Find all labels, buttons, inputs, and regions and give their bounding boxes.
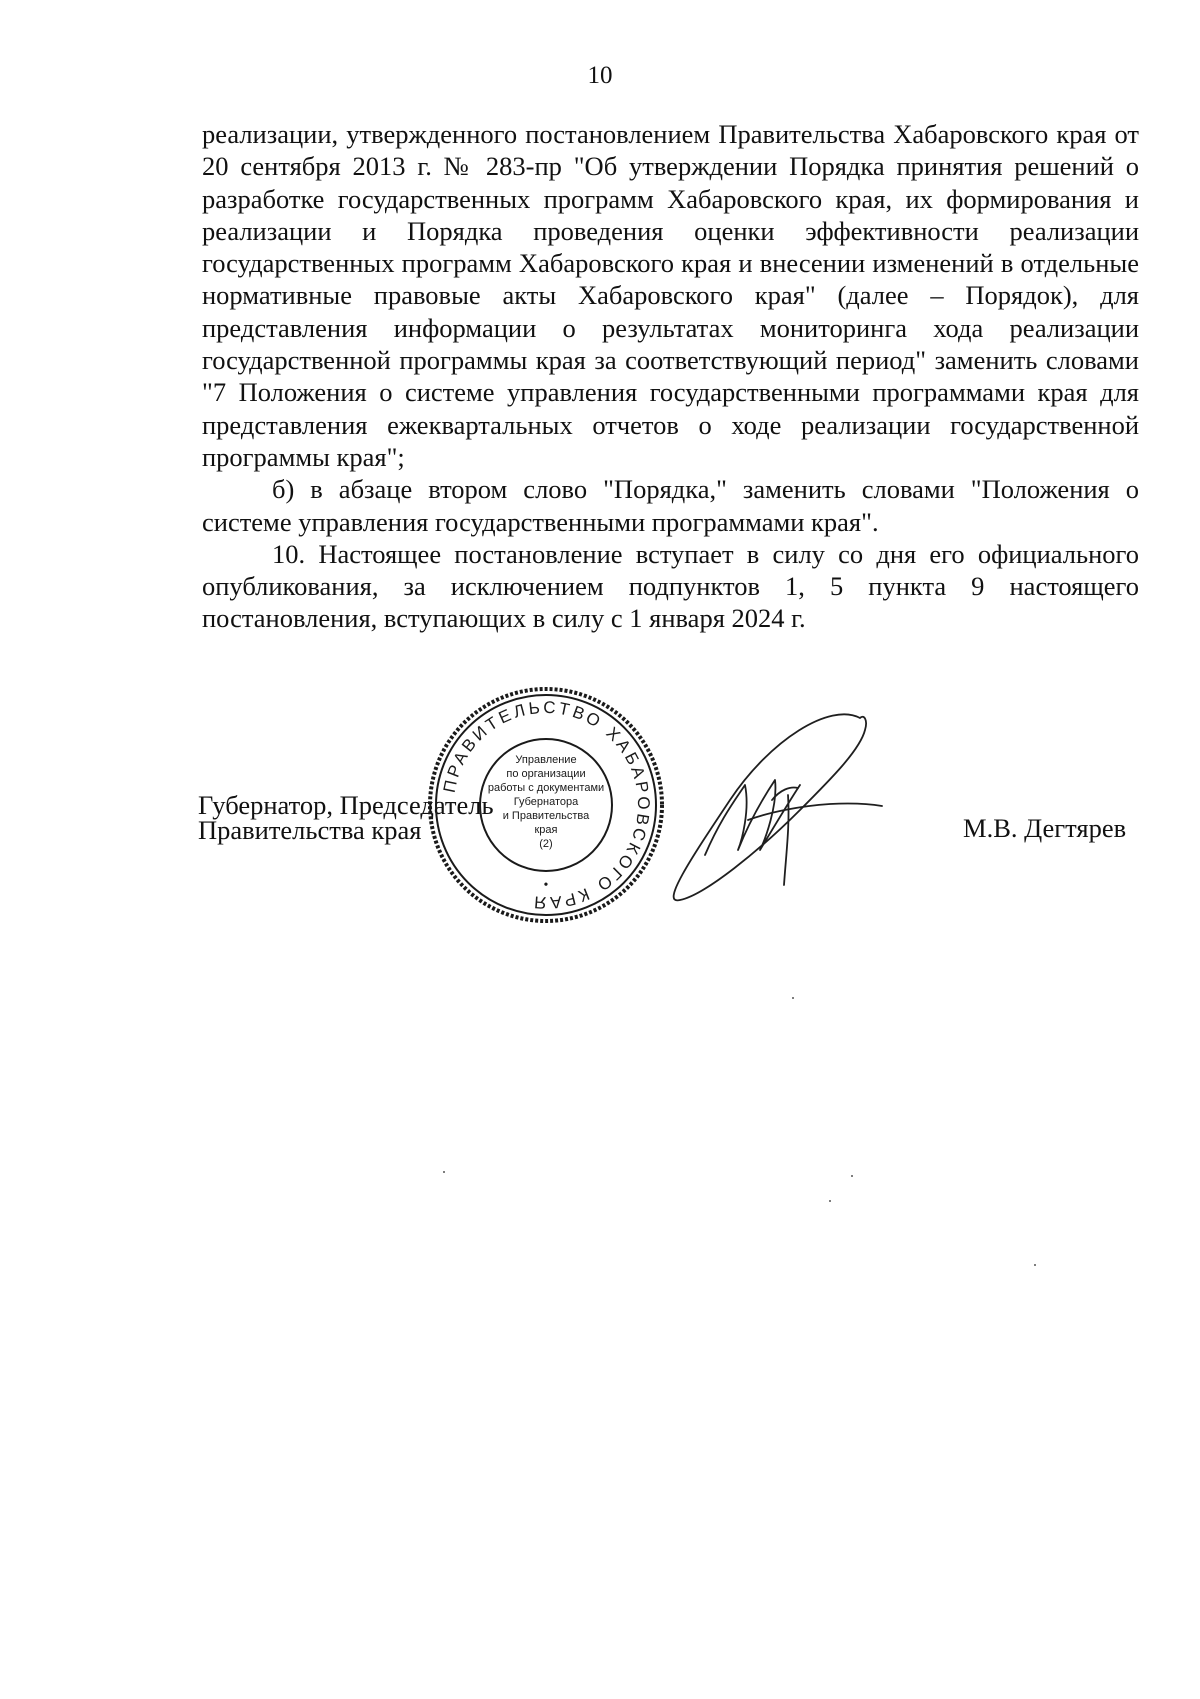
- handwritten-signature: [650, 700, 900, 910]
- document-body: [202, 118, 1139, 635]
- page-number: 10: [587, 62, 613, 89]
- seal-inner-line: по организации: [506, 768, 586, 780]
- seal-outer-text: ПРАВИТЕЛЬСТВО ХАБАРОВСКОГО КРАЯ: [439, 697, 654, 913]
- scan-speck: [792, 997, 794, 999]
- scan-speck: [443, 1171, 445, 1173]
- seal-inner-line: (2): [539, 838, 553, 850]
- position-line-2: Правительства края: [198, 815, 422, 845]
- scan-speck: [1034, 1264, 1036, 1266]
- seal-star: •: [543, 878, 549, 893]
- seal-inner-line: работы с документами: [487, 782, 605, 794]
- seal-inner-line: и Правительства: [502, 810, 590, 822]
- scan-speck: [829, 1200, 831, 1202]
- seal-inner-line: края: [534, 824, 558, 836]
- paragraph-point-10: 10. Настоящее постановление вступает в силу со дня его официального опубликования, за исключением подпунктов 1, 5 пункта 9 настоящего постановления, вступающих в силу с 1 января 2024 г.: [202, 538, 1139, 634]
- official-seal: [426, 685, 666, 925]
- seal-inner-line: Управление: [515, 754, 577, 766]
- scan-speck: [851, 1175, 853, 1177]
- seal-inner-line: Губернатора: [513, 796, 579, 808]
- paragraph-continuation: реализации, утвержденного постановлением Правительства Хабаровского края от 20 сентября 2013 г. № 283-пр "Об утверждении Порядка принятия решений о разработке государственных программ Хабаровского края, их формирования и реализации и Порядка проведения оценки эффективности реализации государственных программ Хабаровского края и внесении изменений в отдельные нормативные правовые акты Хабаровского края" (далее – Порядок), для представления информации о результатах мониторинга хода реализации государственной программы края за соответствующий период" заменить словами "7 Положения о системе управления государственными программами края для представления ежеквартальных отчетов о ходе реализации государственной программы края";: [202, 119, 1139, 472]
- signatory-name: М.В. Дегтярев: [963, 813, 1127, 843]
- position-line-1: Губернатор, Председатель: [198, 790, 494, 820]
- paragraph-subpoint-b: б) в абзаце втором слово "Порядка," заменить словами "Положения о системе управления государственными программами края".: [202, 474, 1139, 537]
